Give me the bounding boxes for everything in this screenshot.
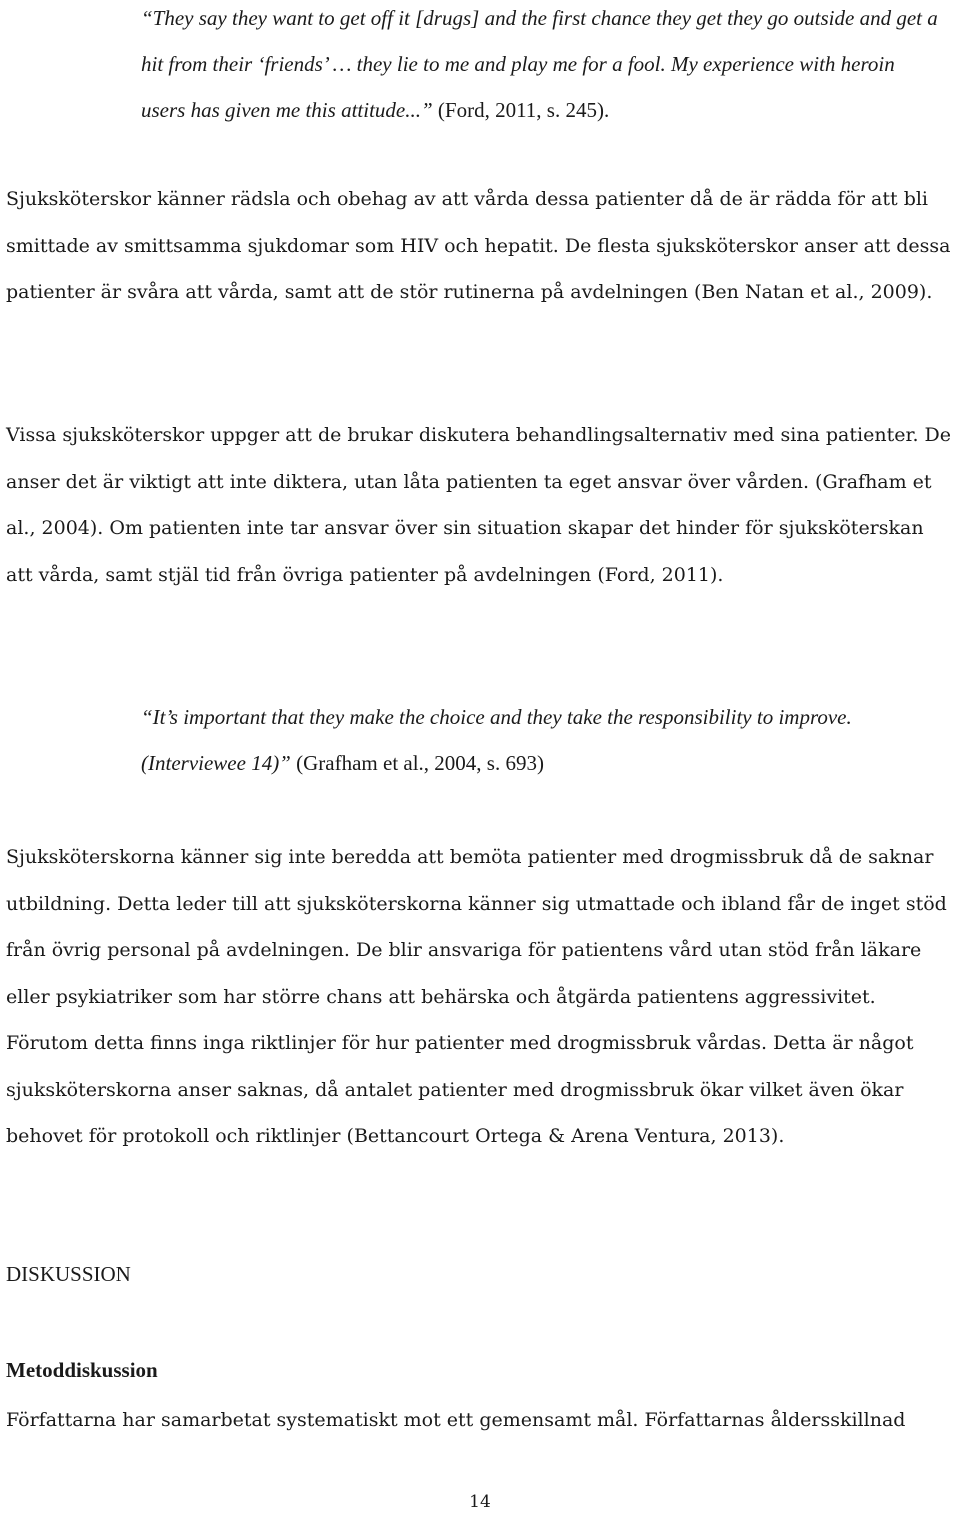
block-quote-interviewee <box>141 694 941 786</box>
page-number: 14 <box>469 1492 491 1512</box>
subsection-heading-metoddiskussion: Metoddiskussion <box>6 1358 158 1382</box>
paragraph-fear: Sjuksköterskor känner rädsla och obehag av att vårda dessa patienter då de är rädda för att bli smittade av smittsamma sjukdomar som HIV och hepatit. De flesta sjuksköterskor anser att dessa patienter är svåra att vårda, samt att de stör rutinerna på avdelningen (Ben Natan et al., 2009). <box>6 188 951 303</box>
paragraph-treatment-discussion: Vissa sjuksköterskor uppger att de brukar diskutera behandlingsalternativ med sina patienter. De anser det är viktigt att inte diktera, utan låta patienten ta eget ansvar över vården. (Grafham et al., 2004). Om patienten inte tar ansvar över sin situation skapar det hinder för sjuksköterskan att vårda, samt stjäl tid från övriga patienter på avdelningen (Ford, 2011). <box>6 424 951 586</box>
paragraph-method: Författarna har samarbetat systematiskt mot ett gemensamt mål. Författarnas åldersskillnad <box>6 1409 906 1431</box>
quote-text: “It’s important that they make the choice and they take the responsibility to improve. (Interviewee 14)” <box>141 705 852 775</box>
section-heading-diskussion: DISKUSSION <box>6 1262 131 1286</box>
quote-citation: (Grafham et al., 2004, s. 693) <box>296 751 544 775</box>
paragraph-education: Sjuksköterskorna känner sig inte beredda att bemöta patienter med drogmissbruk då de saknar utbildning. Detta leder till att sjuksköterskorna känner sig utmattade och ibland får de inget stöd från övrig personal på avdelningen. De blir ansvariga för patientens vård utan stöd från läkare eller psykiatriker som har större chans att behärska och åtgärda patientens aggressivitet. Förutom detta finns inga riktlinjer för hur patienter med drogmissbruk vårdas. Detta är något sjuksköterskorna anser saknas, då antalet patienter med drogmissbruk ökar vilket även ökar behovet för protokoll och riktlinjer (Bettancourt Ortega & Arena Ventura, 2013). <box>6 846 947 1147</box>
block-quote-ford <box>141 0 941 133</box>
quote-text: “They say they want to get off it [drugs] and the first chance they get they go outside and get a hit from their ‘friends’ … they lie to me and play me for a fool. My experience with heroin users has given me this attitude...” <box>141 6 938 122</box>
quote-citation: (Ford, 2011, s. 245). <box>437 98 610 122</box>
